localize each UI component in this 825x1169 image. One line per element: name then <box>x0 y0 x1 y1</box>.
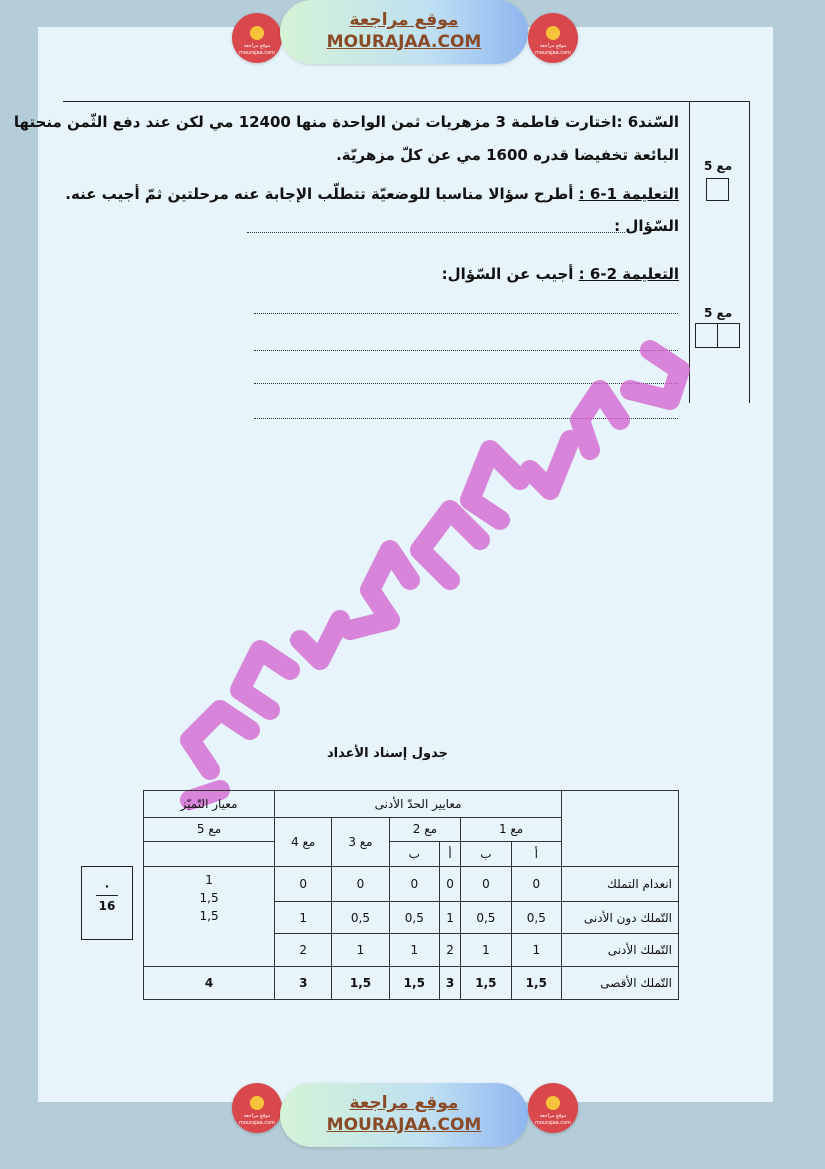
score-box-2b[interactable] <box>717 323 740 348</box>
logo-icon <box>250 26 264 40</box>
cell: 1,5 <box>511 967 561 1000</box>
site-logo-right-top[interactable] <box>528 13 578 63</box>
score-obtained: ٠ <box>103 879 111 893</box>
cell: 0 <box>511 866 561 901</box>
frame-top-border <box>63 101 749 102</box>
row-label-min: التّملك الأدنى <box>562 934 679 967</box>
logo-caption: موقع مراجعة <box>243 1113 271 1119</box>
answer-line-2[interactable] <box>254 350 678 351</box>
instruction-1 <box>65 185 679 203</box>
header-m5: مع 5 <box>144 817 275 842</box>
cell: 0 <box>332 866 389 901</box>
cell: 0 <box>389 866 439 901</box>
cell: 0,5 <box>332 901 389 934</box>
instruction-2-text: أجيب عن السّؤال: <box>441 265 574 283</box>
grading-table-title: جدول إسناد الأعداد <box>326 746 449 761</box>
question-label: السّؤال : <box>614 217 679 235</box>
exercise-line-1: السّند6 :اختارت فاطمة 3 مزهريات ثمن الواحدة منها 12400 مي لكن عند دفع الثّمن منحتها <box>13 113 679 131</box>
sub-m2b: ب <box>389 842 439 867</box>
answer-line-1[interactable] <box>254 313 678 314</box>
cell: 1,5 <box>332 967 389 1000</box>
corner-cell <box>562 791 679 867</box>
cell: 4 <box>144 967 275 1000</box>
logo-icon <box>546 1096 560 1110</box>
total-score-box[interactable] <box>81 866 133 940</box>
row-label-none: انعدام التملك <box>562 866 679 901</box>
score-box-1[interactable] <box>706 178 729 201</box>
header-excellence: معيار التّميّز <box>144 791 275 818</box>
cell: 0,5 <box>389 901 439 934</box>
cell: 0 <box>275 866 332 901</box>
logo-caption: موقع مراجعة <box>539 1113 567 1119</box>
question-answer-line[interactable] <box>247 232 625 233</box>
cell: 0,5 <box>511 901 561 934</box>
m5-value: 1,5 <box>199 890 219 905</box>
criterion-mark-2: مع 5 <box>704 306 733 320</box>
cell: 1 <box>511 934 561 967</box>
site-logo-left-bottom[interactable] <box>232 1083 282 1133</box>
instruction-1-text: أطرح سؤالا مناسبا للوضعيّة تتطلّب الإجابة عنه مرحلتين ثمّ أجيب عنه. <box>65 185 574 203</box>
site-name-en[interactable]: MOURAJAA.COM <box>326 1115 482 1135</box>
sub-m5-empty <box>144 842 275 867</box>
header-min-criteria: معايير الحدّ الأدنى <box>275 791 562 818</box>
margin-divider <box>689 101 690 403</box>
site-logo-right-bottom[interactable] <box>528 1083 578 1133</box>
header-m2: مع 2 <box>389 817 461 842</box>
exercise-line-2: البائعة تخفيضا قدره 1600 مي عن كلّ مزهريّة. <box>336 146 679 164</box>
margin-edge <box>749 101 750 403</box>
cell: 1 <box>275 901 332 934</box>
row-label-max: التّملك الأقصى <box>562 967 679 1000</box>
cell: 0,5 <box>461 901 511 934</box>
cell: 3 <box>275 967 332 1000</box>
cell: 1 <box>332 934 389 967</box>
criterion-mark-1: مع 5 <box>704 159 733 173</box>
cell: 1 <box>461 934 511 967</box>
answer-line-4[interactable] <box>254 418 678 419</box>
instruction-2-label: التعليمة 2-6 : <box>578 265 679 283</box>
cell: 0 <box>461 866 511 901</box>
answer-line-3[interactable] <box>254 383 678 384</box>
logo-icon <box>250 1096 264 1110</box>
instruction-2 <box>442 265 679 283</box>
sub-m1b: ب <box>461 842 511 867</box>
logo-url: mourajaa.com <box>238 50 275 56</box>
logo-url: mourajaa.com <box>534 1120 571 1126</box>
cell: 3 <box>440 967 461 1000</box>
grading-table <box>143 790 679 1000</box>
logo-caption: موقع مراجعة <box>243 43 271 49</box>
row-label-below-min: التّملك دون الأدنى <box>562 901 679 934</box>
header-m3: مع 3 <box>332 817 389 866</box>
score-box-2a[interactable] <box>695 323 718 348</box>
fraction-bar <box>96 895 118 896</box>
cell: 0 <box>440 866 461 901</box>
header-m1: مع 1 <box>461 817 562 842</box>
m5-values-cell <box>144 866 275 966</box>
sub-m2a: أ <box>440 842 461 867</box>
site-name-en[interactable]: MOURAJAA.COM <box>326 32 482 52</box>
cell: 1,5 <box>461 967 511 1000</box>
m5-value: 1,5 <box>199 908 219 923</box>
cell: 2 <box>440 934 461 967</box>
site-name-ar: موقع مراجعة <box>349 10 459 30</box>
logo-url: mourajaa.com <box>238 1120 275 1126</box>
site-name-ar: موقع مراجعة <box>349 1093 459 1113</box>
cell: 1,5 <box>389 967 439 1000</box>
cell: 1 <box>389 934 439 967</box>
site-banner-bottom[interactable] <box>280 1083 528 1147</box>
cell: 2 <box>275 934 332 967</box>
logo-caption: موقع مراجعة <box>539 43 567 49</box>
logo-url: mourajaa.com <box>534 50 571 56</box>
m5-value: 1 <box>205 872 213 887</box>
site-logo-left-top[interactable] <box>232 13 282 63</box>
instruction-1-label: التعليمة 1-6 : <box>578 185 679 203</box>
site-banner-top[interactable] <box>280 0 528 64</box>
logo-icon <box>546 26 560 40</box>
header-m4: مع 4 <box>275 817 332 866</box>
sub-m1a: أ <box>511 842 561 867</box>
score-total: 16 <box>98 899 116 913</box>
cell: 1 <box>440 901 461 934</box>
